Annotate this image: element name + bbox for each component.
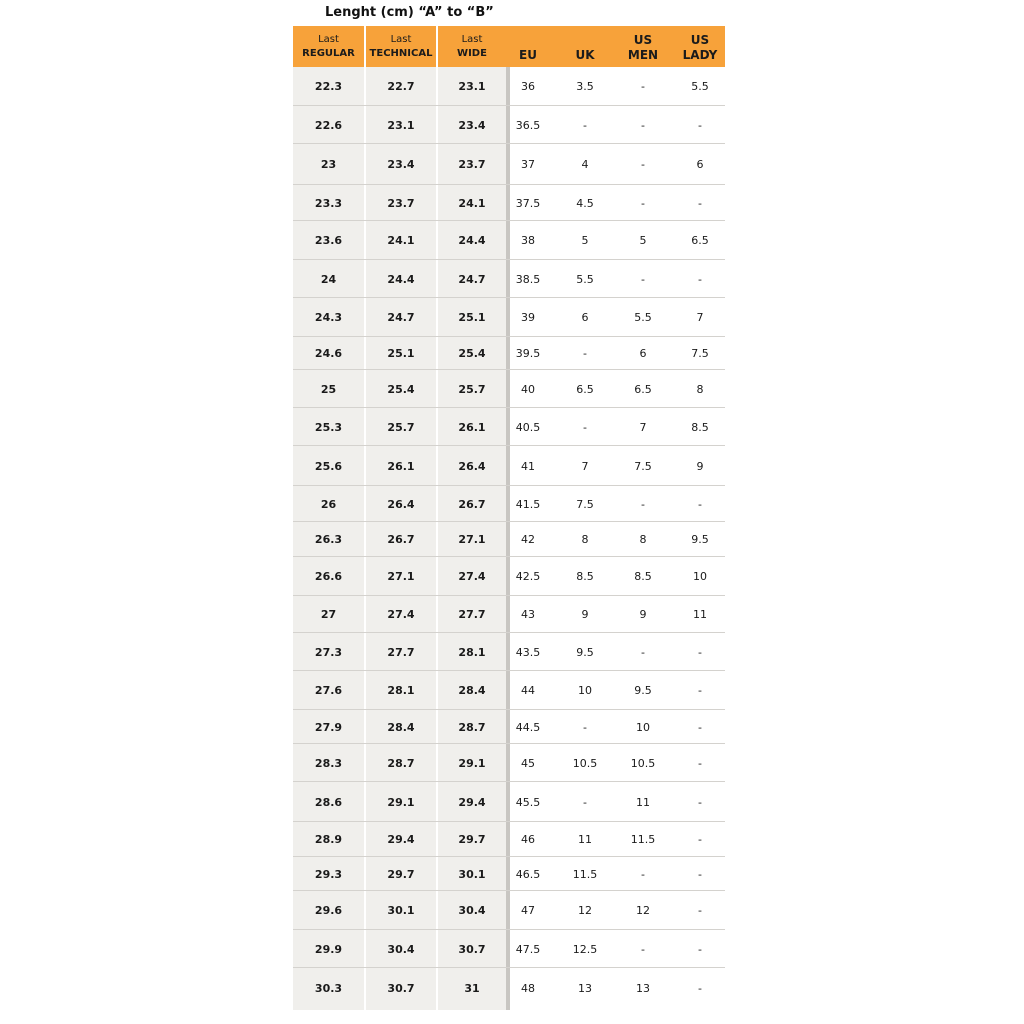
cell-eu: 39	[521, 311, 535, 324]
cell-us-men: 13	[636, 982, 650, 995]
cell-uk: -	[583, 347, 587, 360]
cell-us-lady: 6.5	[691, 234, 709, 247]
cell-us-men: 10	[636, 720, 650, 734]
cell-eu: 47.5	[515, 942, 541, 956]
cell-last-wide: 24.7	[458, 272, 486, 286]
cell-us-men: 8	[639, 533, 647, 546]
cell-uk: 13	[578, 982, 592, 995]
header-us-men-line1: US	[633, 33, 653, 47]
cell-last-technical: 30.4	[387, 942, 415, 956]
cell-us-men: 8.5	[634, 570, 652, 583]
cell-uk: 7.5	[576, 497, 594, 511]
cell-us-lady: 9.5	[691, 533, 709, 546]
cell-us-men: -	[641, 80, 645, 93]
cell-last-regular: 27.6	[314, 684, 343, 697]
cell-last-technical: 29.7	[387, 867, 415, 881]
cell-last-regular: 28.3	[314, 756, 343, 770]
cell-last-regular: 25.6	[314, 459, 343, 473]
cell-last-wide: 28.7	[458, 720, 486, 734]
cell-last-technical: 23.1	[387, 118, 415, 132]
cell-us-men: 12	[636, 904, 650, 917]
cell-uk: -	[583, 118, 587, 132]
cell-last-regular: 23	[320, 158, 337, 171]
table-row	[293, 710, 725, 744]
cell-uk: -	[583, 420, 587, 434]
cell-last-regular: 29.9	[314, 942, 343, 956]
cell-us-men: 7	[639, 420, 647, 434]
table-header	[293, 26, 725, 67]
table-row	[293, 337, 725, 370]
table-row	[293, 370, 725, 408]
cell-last-technical: 27.4	[387, 608, 415, 621]
cell-uk: -	[583, 795, 587, 809]
cell-last-wide: 26.4	[458, 459, 486, 473]
cell-eu: 43	[521, 608, 535, 621]
cell-last-regular: 28.9	[314, 833, 343, 846]
cell-us-lady: 7	[696, 311, 704, 324]
cell-us-lady: 11	[693, 608, 707, 621]
cell-uk: 11	[578, 833, 592, 846]
cell-us-men: 5	[639, 234, 647, 247]
cell-last-regular: 24	[320, 272, 337, 286]
cell-eu: 48	[521, 982, 535, 995]
cell-us-men: 10.5	[630, 756, 656, 770]
cell-last-regular: 24.3	[314, 311, 343, 324]
cell-last-regular: 23.3	[314, 196, 343, 210]
table-row	[293, 857, 725, 891]
cell-us-men: -	[641, 118, 645, 132]
header-last-technical-line1: Last	[390, 33, 412, 45]
header-last-regular	[293, 26, 364, 67]
cell-last-wide: 28.4	[458, 684, 486, 697]
cell-uk: 12.5	[572, 942, 598, 956]
cell-last-wide: 24.4	[458, 234, 486, 247]
cell-last-regular: 30.3	[314, 982, 343, 995]
cell-last-regular: 26.3	[314, 533, 343, 546]
cell-uk: 9.5	[576, 645, 594, 659]
cell-uk: -	[583, 720, 587, 734]
header-us-men	[618, 26, 668, 67]
cell-uk: 6.5	[576, 382, 594, 396]
cell-last-technical: 26.4	[387, 497, 415, 511]
cell-uk: 3.5	[576, 80, 594, 93]
cell-eu: 37	[521, 158, 535, 171]
cell-last-wide: 27.4	[458, 570, 486, 583]
cell-eu: 38	[521, 234, 535, 247]
cell-us-lady: 5.5	[691, 80, 709, 93]
cell-us-lady: 9	[696, 459, 704, 473]
cell-us-men: -	[641, 867, 645, 881]
cell-last-technical: 28.7	[387, 756, 415, 770]
cell-last-wide: 30.1	[458, 867, 486, 881]
header-last-technical	[366, 26, 436, 67]
cell-us-men: 9	[639, 608, 647, 621]
header-last-wide-line1: Last	[461, 33, 483, 45]
table-row	[293, 930, 725, 968]
header-us-men-line2: MEN	[627, 48, 659, 62]
cell-last-wide: 25.7	[458, 382, 486, 396]
table-row	[293, 221, 725, 260]
cell-uk: 4.5	[576, 196, 594, 210]
cell-eu: 40	[521, 382, 535, 396]
cell-last-regular: 24.6	[314, 347, 343, 360]
header-us-lady-line1: US	[690, 33, 710, 47]
cell-uk: 5	[581, 234, 589, 247]
cell-us-men: 7.5	[634, 459, 652, 473]
table-row	[293, 968, 725, 1009]
cell-last-technical: 30.1	[387, 904, 415, 917]
cell-last-regular: 27	[320, 608, 337, 621]
cell-last-wide: 30.7	[458, 942, 486, 956]
table-row	[293, 185, 725, 221]
cell-us-men: -	[641, 196, 645, 210]
cell-last-technical: 28.4	[387, 720, 415, 734]
cell-last-technical: 24.4	[387, 272, 415, 286]
cell-last-wide: 27.7	[458, 608, 486, 621]
cell-eu: 43.5	[515, 645, 541, 659]
cell-last-regular: 28.6	[314, 795, 343, 809]
table-row	[293, 106, 725, 144]
table-row	[293, 67, 725, 106]
cell-last-wide: 23.1	[458, 80, 486, 93]
cell-eu: 38.5	[515, 272, 541, 286]
header-eu-label: EU	[519, 48, 537, 62]
cell-eu: 47	[521, 904, 535, 917]
cell-last-wide: 23.4	[458, 118, 486, 132]
cell-us-lady: -	[698, 118, 702, 132]
table-row	[293, 671, 725, 710]
cell-us-lady: -	[698, 867, 702, 881]
cell-eu: 45.5	[515, 795, 541, 809]
cell-last-technical: 26.1	[387, 459, 415, 473]
cell-eu: 41.5	[515, 497, 541, 511]
header-last-wide	[438, 26, 506, 67]
cell-last-regular: 25	[320, 382, 337, 396]
cell-us-lady: -	[698, 684, 702, 697]
cell-last-technical: 25.7	[387, 420, 415, 434]
cell-last-wide: 28.1	[458, 645, 486, 659]
cell-us-men: 11	[636, 795, 650, 809]
cell-us-men: -	[641, 158, 645, 171]
cell-us-lady: 10	[693, 570, 707, 583]
cell-last-technical: 24.7	[387, 311, 415, 324]
cell-us-lady: -	[698, 756, 702, 770]
cell-last-wide: 31	[464, 982, 480, 995]
length-caption: Lenght (cm) “A” to “B”	[325, 5, 494, 20]
table-row	[293, 298, 725, 337]
cell-last-regular: 29.6	[314, 904, 343, 917]
cell-us-lady: -	[698, 272, 702, 286]
header-last-technical-line2: TECHNICAL	[369, 47, 433, 59]
table-row	[293, 446, 725, 486]
cell-eu: 42	[521, 533, 535, 546]
header-eu	[506, 26, 550, 67]
cell-us-lady: 7.5	[691, 347, 709, 360]
cell-last-regular: 22.6	[314, 118, 343, 132]
cell-last-wide: 26.7	[458, 497, 486, 511]
table-row	[293, 144, 725, 185]
cell-us-men: -	[641, 942, 645, 956]
cell-eu: 37.5	[515, 196, 541, 210]
cell-eu: 40.5	[515, 420, 541, 434]
table-row	[293, 408, 725, 446]
cell-us-lady: -	[698, 196, 702, 210]
cell-eu: 46.5	[515, 867, 541, 881]
cell-last-regular: 26	[320, 497, 337, 511]
cell-us-men: 11.5	[630, 833, 656, 846]
cell-last-regular: 26.6	[314, 570, 343, 583]
cell-last-wide: 29.1	[458, 756, 486, 770]
cell-last-technical: 29.1	[387, 795, 415, 809]
header-uk	[563, 26, 607, 67]
cell-uk: 5.5	[576, 272, 594, 286]
cell-uk: 12	[578, 904, 592, 917]
cell-last-regular: 25.3	[314, 420, 343, 434]
cell-last-technical: 28.1	[387, 684, 415, 697]
cell-eu: 36	[521, 80, 535, 93]
table-row	[293, 522, 725, 557]
cell-last-wide: 24.1	[458, 196, 486, 210]
cell-last-wide: 30.4	[458, 904, 486, 917]
cell-uk: 11.5	[572, 867, 598, 881]
cell-us-lady: -	[698, 833, 702, 846]
header-us-lady	[675, 26, 725, 67]
cell-last-regular: 27.9	[314, 720, 343, 734]
header-last-wide-line2: WIDE	[457, 47, 487, 59]
cell-last-regular: 23.6	[314, 234, 343, 247]
cell-last-technical: 25.4	[387, 382, 415, 396]
cell-us-lady: -	[698, 795, 702, 809]
cell-eu: 39.5	[515, 347, 541, 360]
cell-us-lady: 8	[696, 382, 704, 396]
cell-last-technical: 23.7	[387, 196, 415, 210]
cell-us-lady: 8.5	[691, 420, 709, 434]
cell-us-men: 5.5	[634, 311, 652, 324]
table-row	[293, 596, 725, 633]
cell-last-wide: 23.7	[458, 158, 486, 171]
cell-eu: 44.5	[515, 720, 541, 734]
header-us-lady-line2: LADY	[682, 48, 718, 62]
cell-last-technical: 29.4	[387, 833, 415, 846]
cell-uk: 8	[581, 533, 589, 546]
cell-us-lady: -	[698, 982, 702, 995]
cell-us-men: 6	[639, 347, 647, 360]
cell-last-technical: 22.7	[387, 80, 415, 93]
cell-us-men: -	[641, 645, 645, 659]
cell-us-lady: -	[698, 720, 702, 734]
cell-last-regular: 22.3	[314, 80, 343, 93]
table-row	[293, 744, 725, 782]
table-row	[293, 260, 725, 298]
cell-last-regular: 27.3	[314, 645, 343, 659]
cell-eu: 44	[521, 684, 535, 697]
cell-last-regular: 29.3	[314, 867, 343, 881]
cell-us-lady: -	[698, 904, 702, 917]
cell-uk: 7	[581, 459, 589, 473]
cell-uk: 4	[581, 158, 589, 171]
table-row	[293, 633, 725, 671]
cell-us-lady: -	[698, 645, 702, 659]
cell-last-technical: 24.1	[387, 234, 415, 247]
cell-last-technical: 23.4	[387, 158, 415, 171]
table-row	[293, 891, 725, 930]
cell-eu: 46	[521, 833, 535, 846]
cell-last-technical: 27.7	[387, 645, 415, 659]
cell-uk: 6	[581, 311, 589, 324]
table-row	[293, 782, 725, 822]
cell-eu: 45	[521, 756, 535, 770]
table-row	[293, 486, 725, 522]
header-last-regular-line2: REGULAR	[302, 47, 355, 59]
cell-last-wide: 27.1	[458, 533, 486, 546]
cell-last-technical: 30.7	[387, 982, 415, 995]
cell-last-wide: 25.1	[458, 311, 486, 324]
table-row	[293, 822, 725, 857]
cell-us-lady: -	[698, 942, 702, 956]
header-uk-label: UK	[575, 48, 595, 62]
cell-uk: 8.5	[576, 570, 594, 583]
cell-last-wide: 26.1	[458, 420, 486, 434]
cell-us-lady: 6	[696, 158, 704, 171]
cell-eu: 42.5	[515, 570, 541, 583]
cell-last-technical: 25.1	[387, 347, 415, 360]
cell-last-technical: 27.1	[387, 570, 415, 583]
cell-uk: 10	[578, 684, 592, 697]
cell-eu: 41	[521, 459, 535, 473]
cell-last-wide: 29.4	[458, 795, 486, 809]
cell-uk: 9	[581, 608, 589, 621]
cell-uk: 10.5	[572, 756, 598, 770]
cell-eu: 36.5	[515, 118, 541, 132]
cell-us-men: -	[641, 497, 645, 511]
cell-last-wide: 25.4	[458, 347, 486, 360]
cell-us-men: 6.5	[634, 382, 652, 396]
cell-last-technical: 26.7	[387, 533, 415, 546]
cell-last-wide: 29.7	[458, 833, 486, 846]
cell-us-lady: -	[698, 497, 702, 511]
header-last-regular-line1: Last	[318, 33, 339, 45]
cell-us-men: -	[641, 272, 645, 286]
table-row	[293, 557, 725, 596]
cell-us-men: 9.5	[634, 684, 652, 697]
